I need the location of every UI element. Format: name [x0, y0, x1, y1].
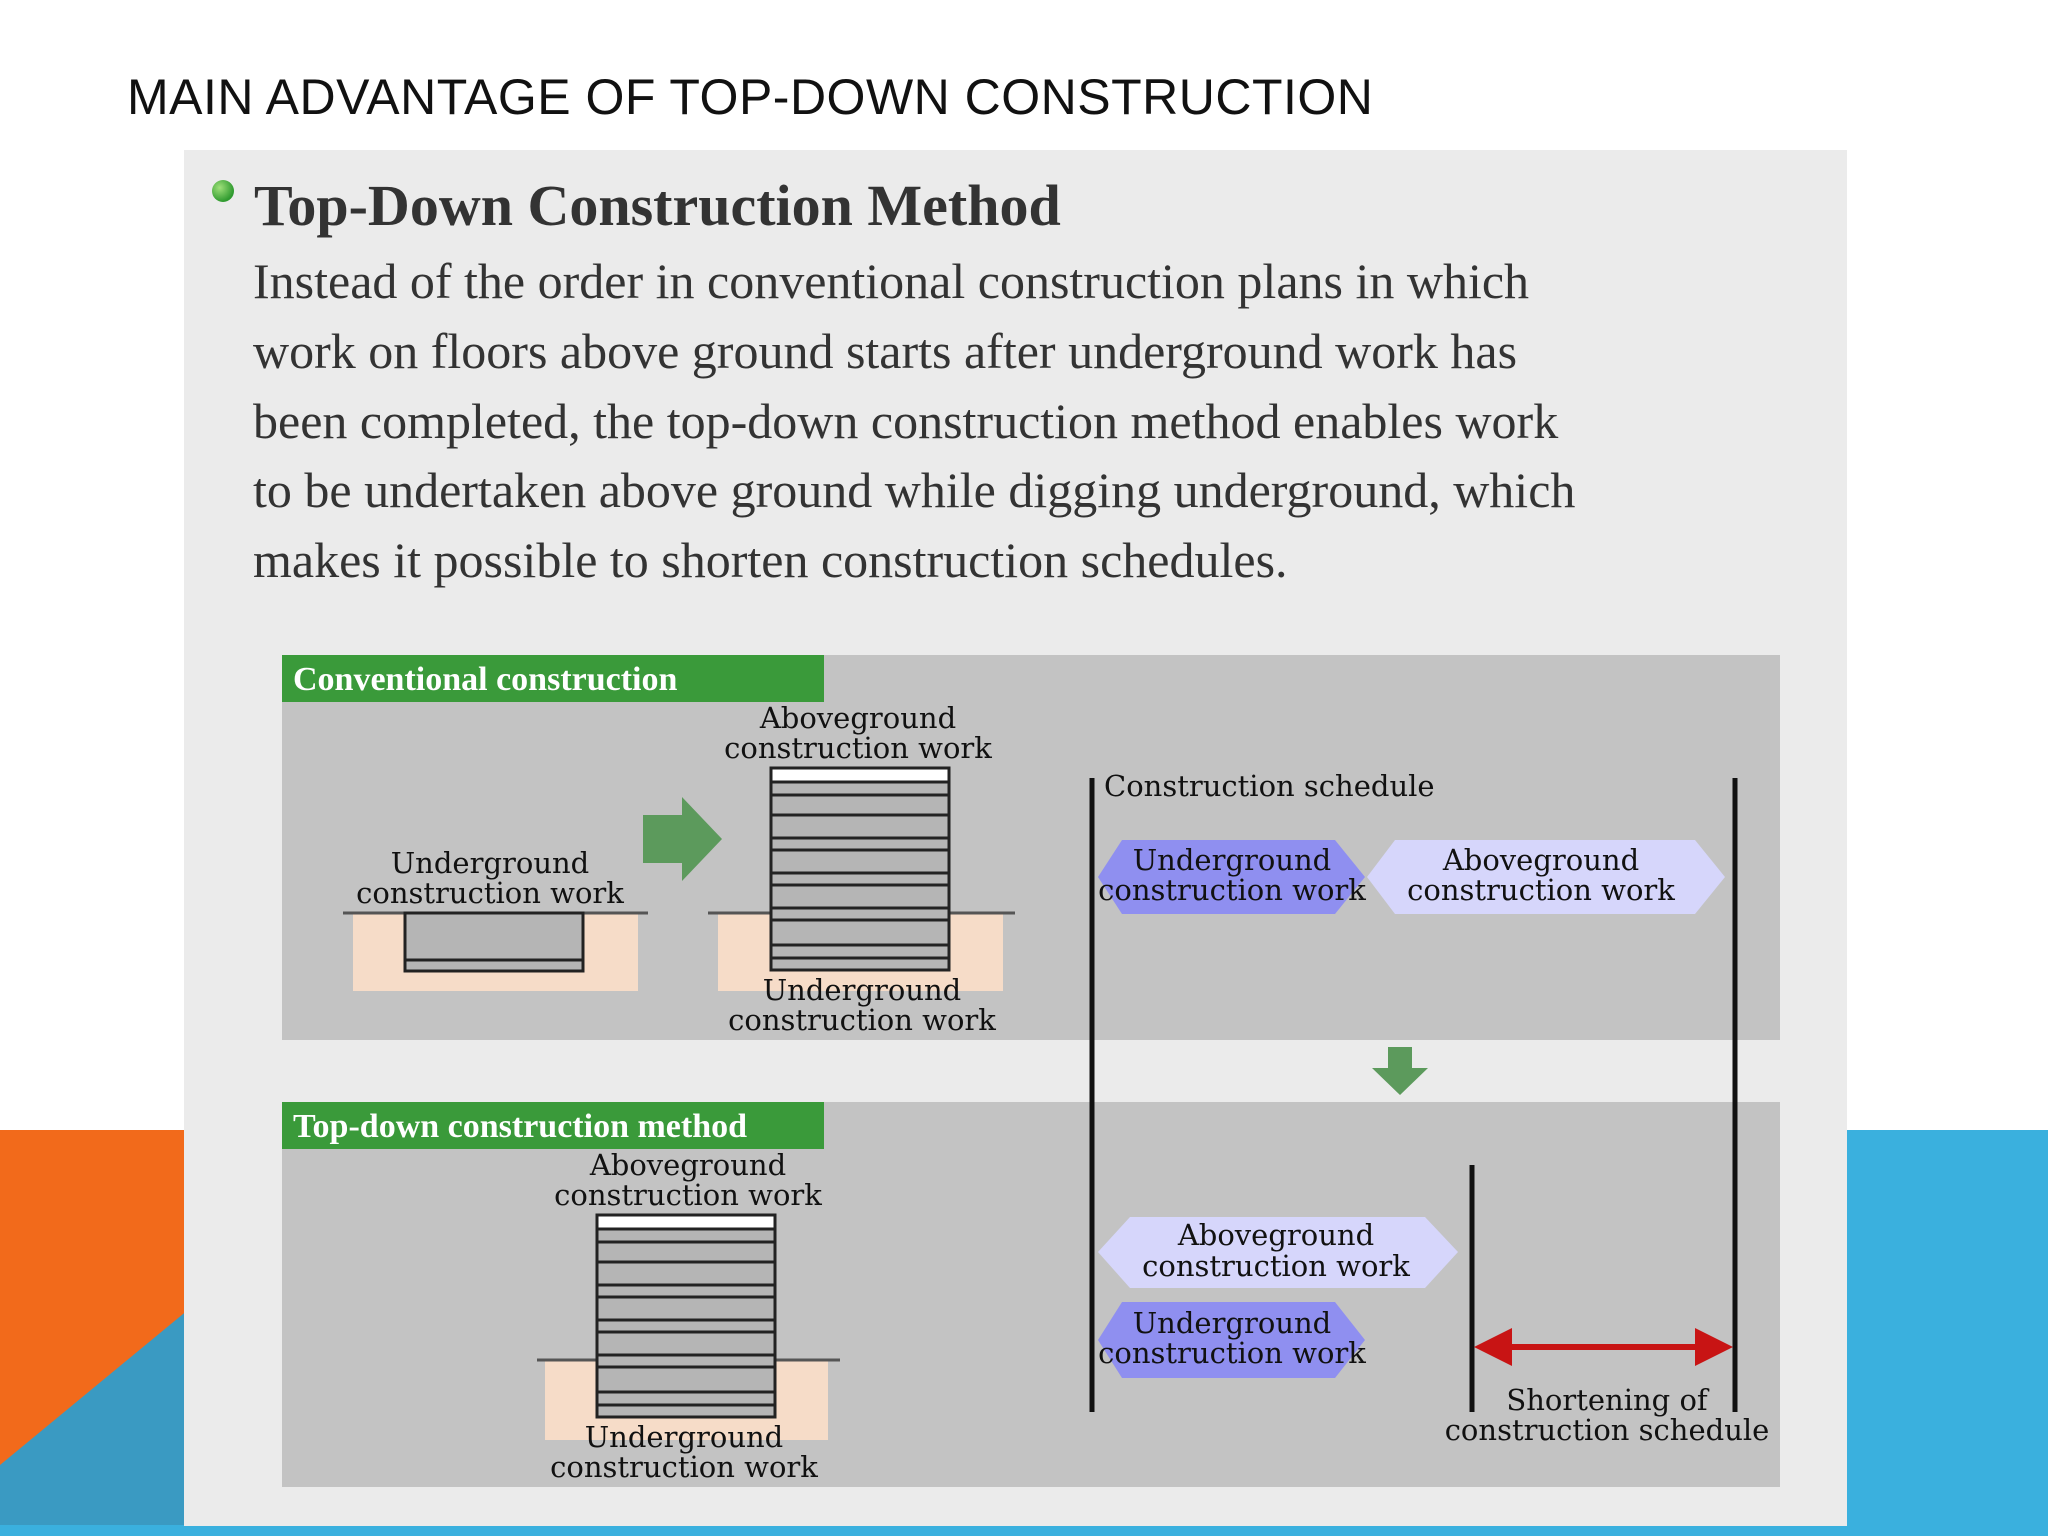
underground-label-conv: construction work — [728, 1003, 996, 1037]
underground-label-left: Underground — [390, 846, 590, 880]
section-heading: Top-Down Construction Method — [254, 173, 1061, 238]
conv-aboveground-bar-label: construction work — [1407, 873, 1675, 907]
conv-underground-bar-label: construction work — [1098, 873, 1366, 907]
topdown-label: Top-down construction method — [293, 1108, 748, 1145]
schedule-title: Construction schedule — [1104, 769, 1435, 803]
shortening-label: Shortening of — [1506, 1383, 1708, 1417]
aboveground-label-conv: construction work — [724, 731, 992, 765]
aboveground-label-td: Aboveground — [589, 1148, 787, 1182]
underground-box-left — [405, 913, 583, 971]
slide-title: MAIN ADVANTAGE OF TOP-DOWN CONSTRUCTION — [127, 69, 1374, 125]
td-underground-bar-label: construction work — [1098, 1336, 1366, 1370]
underground-label-conv: Underground — [762, 973, 962, 1007]
building-conventional — [771, 768, 949, 970]
roof-cap — [771, 768, 949, 782]
conv-underground-bar-label: Underground — [1132, 843, 1332, 877]
aboveground-label-conv: Aboveground — [759, 701, 957, 735]
roof-cap — [597, 1215, 775, 1229]
building-topdown — [597, 1215, 775, 1417]
conventional-label: Conventional construction — [293, 661, 678, 698]
paragraph-line: work on floors above ground starts after underground work has — [253, 323, 1518, 379]
shortening-label: construction schedule — [1444, 1413, 1770, 1447]
conv-aboveground-bar-label: Aboveground — [1442, 843, 1640, 877]
td-underground-bar-label: Underground — [1132, 1306, 1332, 1340]
underground-label-left: construction work — [356, 876, 624, 910]
td-aboveground-bar-label: construction work — [1142, 1249, 1410, 1283]
underground-label-td: construction work — [550, 1450, 818, 1484]
underground-label-td: Underground — [584, 1420, 784, 1454]
paragraph-line: Instead of the order in conventional construction plans in which — [253, 253, 1530, 309]
aboveground-label-td: construction work — [554, 1178, 822, 1212]
td-aboveground-bar-label: Aboveground — [1177, 1218, 1375, 1252]
paragraph-line: to be undertaken above ground while digging underground, which — [253, 462, 1576, 518]
down-arrow-icon — [1372, 1047, 1428, 1095]
paragraph-line: been completed, the top-down construction method enables work — [253, 393, 1559, 449]
paragraph-line: makes it possible to shorten construction schedules. — [253, 532, 1288, 588]
